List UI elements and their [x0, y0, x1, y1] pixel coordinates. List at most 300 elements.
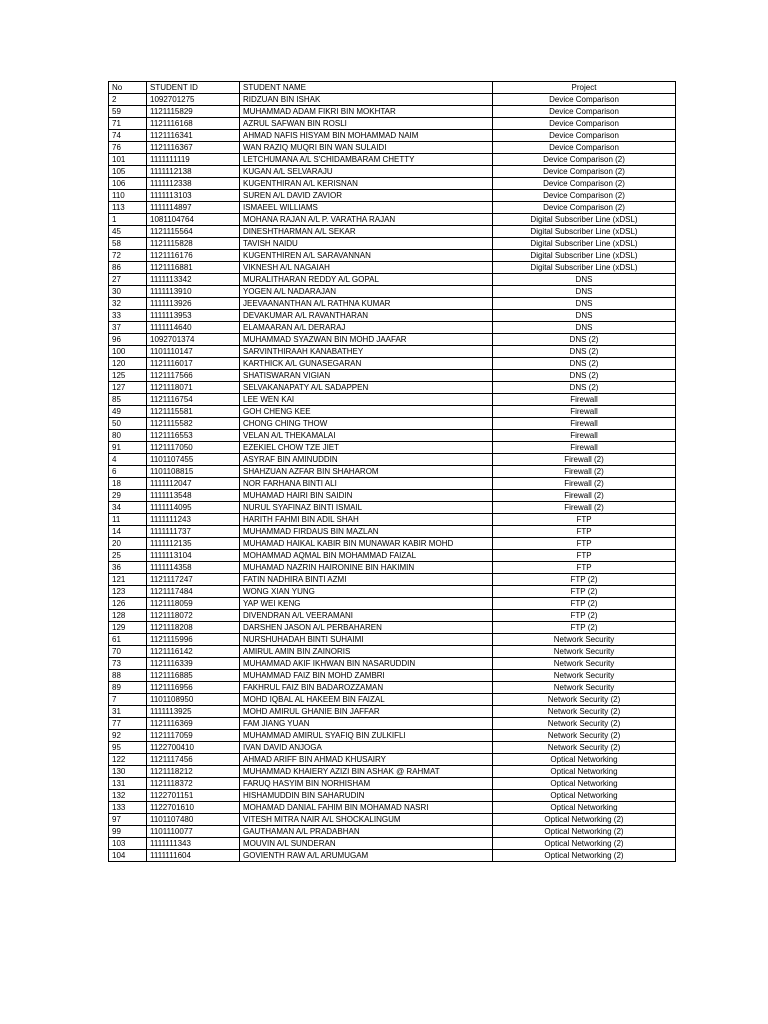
table-row: [109, 394, 676, 406]
cell-student-id: 1121115996: [147, 634, 240, 646]
cell-project: DNS: [493, 322, 676, 334]
cell-student-name: AHMAD ARIFF BIN AHMAD KHUSAIRY: [240, 754, 493, 766]
cell-student-name: DINESHTHARMAN A/L SEKAR: [240, 226, 493, 238]
cell-no: 45: [109, 226, 147, 238]
table-row: [109, 202, 676, 214]
cell-student-name: FAM JIANG YUAN: [240, 718, 493, 730]
cell-project: Device Comparison: [493, 106, 676, 118]
cell-student-name: YOGEN A/L NADARAJAN: [240, 286, 493, 298]
cell-project: FTP: [493, 514, 676, 526]
cell-student-name: AMIRUL AMIN BIN ZAINORIS: [240, 646, 493, 658]
cell-student-id: 1121115828: [147, 238, 240, 250]
cell-student-id: 1121116754: [147, 394, 240, 406]
table-row: [109, 262, 676, 274]
cell-student-name: MOHAMMAD AQMAL BIN MOHAMMAD FAIZAL: [240, 550, 493, 562]
table-row: [109, 502, 676, 514]
cell-no: 122: [109, 754, 147, 766]
cell-no: 77: [109, 718, 147, 730]
cell-project: FTP: [493, 538, 676, 550]
cell-student-id: 1111111119: [147, 154, 240, 166]
header-no: No: [109, 82, 147, 94]
cell-project: Device Comparison (2): [493, 190, 676, 202]
cell-no: 131: [109, 778, 147, 790]
cell-student-id: 1121116553: [147, 430, 240, 442]
cell-student-id: 1121116956: [147, 682, 240, 694]
table-row: [109, 514, 676, 526]
cell-project: Network Security (2): [493, 730, 676, 742]
cell-no: 59: [109, 106, 147, 118]
cell-project: FTP: [493, 526, 676, 538]
cell-student-name: FAKHRUL FAIZ BIN BADAROZZAMAN: [240, 682, 493, 694]
cell-project: Firewall: [493, 442, 676, 454]
cell-no: 80: [109, 430, 147, 442]
cell-project: DNS: [493, 274, 676, 286]
cell-student-id: 1122701610: [147, 802, 240, 814]
cell-student-name: MOHANA RAJAN A/L P. VARATHA RAJAN: [240, 214, 493, 226]
cell-no: 106: [109, 178, 147, 190]
cell-no: 100: [109, 346, 147, 358]
table-row: [109, 550, 676, 562]
cell-no: 2: [109, 94, 147, 106]
cell-student-name: VITESH MITRA NAIR A/L SHOCKALINGUM: [240, 814, 493, 826]
cell-project: FTP (2): [493, 598, 676, 610]
cell-student-name: SHATISWARAN VIGIAN: [240, 370, 493, 382]
cell-project: Optical Networking (2): [493, 850, 676, 862]
table-row: [109, 754, 676, 766]
cell-no: 132: [109, 790, 147, 802]
cell-student-name: WAN RAZIQ MUQRI BIN WAN SULAIDI: [240, 142, 493, 154]
table-row: [109, 274, 676, 286]
cell-project: Digital Subscriber Line (xDSL): [493, 238, 676, 250]
cell-student-id: 1101110077: [147, 826, 240, 838]
cell-no: 34: [109, 502, 147, 514]
table-row: [109, 730, 676, 742]
table-row: [109, 718, 676, 730]
cell-student-name: ASYRAF BIN AMINUDDIN: [240, 454, 493, 466]
table-row: [109, 706, 676, 718]
cell-no: 18: [109, 478, 147, 490]
cell-student-name: MUHAMMAD ADAM FIKRI BIN MOKHTAR: [240, 106, 493, 118]
cell-student-id: 1101108815: [147, 466, 240, 478]
cell-student-id: 1121118208: [147, 622, 240, 634]
cell-project: Firewall (2): [493, 466, 676, 478]
table-row: [109, 142, 676, 154]
table-row: [109, 814, 676, 826]
table-row: [109, 250, 676, 262]
table-row: [109, 322, 676, 334]
table-row: [109, 562, 676, 574]
cell-no: 95: [109, 742, 147, 754]
table-row: [109, 670, 676, 682]
cell-no: 125: [109, 370, 147, 382]
cell-project: Device Comparison (2): [493, 202, 676, 214]
cell-student-id: 1111112338: [147, 178, 240, 190]
cell-student-id: 1111113953: [147, 310, 240, 322]
cell-project: DNS (2): [493, 370, 676, 382]
cell-student-id: 1111112135: [147, 538, 240, 550]
table-row: [109, 490, 676, 502]
cell-no: 130: [109, 766, 147, 778]
table-row: [109, 658, 676, 670]
cell-student-id: 1111113548: [147, 490, 240, 502]
cell-student-id: 1111113103: [147, 190, 240, 202]
cell-no: 36: [109, 562, 147, 574]
cell-no: 120: [109, 358, 147, 370]
cell-no: 33: [109, 310, 147, 322]
cell-student-name: MUHAMAD NAZRIN HAIRONINE BIN HAKIMIN: [240, 562, 493, 574]
cell-student-name: YAP WEI KENG: [240, 598, 493, 610]
cell-no: 113: [109, 202, 147, 214]
cell-no: 7: [109, 694, 147, 706]
cell-student-name: ELAMAARAN A/L DERARAJ: [240, 322, 493, 334]
cell-student-name: LETCHUMANA A/L S'CHIDAMBARAM CHETTY: [240, 154, 493, 166]
cell-project: Optical Networking (2): [493, 826, 676, 838]
cell-student-id: 1121118071: [147, 382, 240, 394]
cell-student-id: 1121115581: [147, 406, 240, 418]
cell-student-name: EZEKIEL CHOW TZE JIET: [240, 442, 493, 454]
cell-no: 61: [109, 634, 147, 646]
table-row: [109, 778, 676, 790]
cell-student-name: GOH CHENG KEE: [240, 406, 493, 418]
table-row: [109, 370, 676, 382]
cell-student-id: 1111113910: [147, 286, 240, 298]
cell-student-name: FATIN NADHIRA BINTI AZMI: [240, 574, 493, 586]
cell-project: Digital Subscriber Line (xDSL): [493, 214, 676, 226]
cell-no: 50: [109, 418, 147, 430]
cell-student-id: 1111111737: [147, 526, 240, 538]
cell-student-id: 1121118372: [147, 778, 240, 790]
cell-project: Optical Networking (2): [493, 814, 676, 826]
cell-student-id: 1121117059: [147, 730, 240, 742]
cell-student-name: LEE WEN KAI: [240, 394, 493, 406]
cell-no: 70: [109, 646, 147, 658]
cell-no: 104: [109, 850, 147, 862]
table-row: [109, 358, 676, 370]
cell-project: Network Security (2): [493, 718, 676, 730]
cell-student-id: 1121117484: [147, 586, 240, 598]
header-student-name: STUDENT NAME: [240, 82, 493, 94]
cell-student-name: HISHAMUDDIN BIN SAHARUDIN: [240, 790, 493, 802]
cell-project: FTP (2): [493, 622, 676, 634]
cell-no: 129: [109, 622, 147, 634]
cell-student-id: 1111114897: [147, 202, 240, 214]
cell-student-name: DARSHEN JASON A/L PERBAHAREN: [240, 622, 493, 634]
cell-no: 96: [109, 334, 147, 346]
cell-project: Firewall (2): [493, 454, 676, 466]
table-body: [109, 94, 676, 862]
cell-student-name: HARITH FAHMI BIN ADIL SHAH: [240, 514, 493, 526]
cell-student-id: 1111112047: [147, 478, 240, 490]
table-row: [109, 586, 676, 598]
cell-no: 86: [109, 262, 147, 274]
cell-project: Network Security (2): [493, 742, 676, 754]
cell-project: Firewall (2): [493, 478, 676, 490]
cell-student-name: SARVINTHIRAAH KANABATHEY: [240, 346, 493, 358]
cell-student-id: 1111113926: [147, 298, 240, 310]
table-row: [109, 610, 676, 622]
cell-project: Firewall: [493, 418, 676, 430]
table-row: [109, 850, 676, 862]
table-row: [109, 298, 676, 310]
cell-student-id: 1121115582: [147, 418, 240, 430]
cell-no: 99: [109, 826, 147, 838]
cell-student-name: AHMAD NAFIS HISYAM BIN MOHAMMAD NAIM: [240, 130, 493, 142]
table-row: [109, 430, 676, 442]
cell-project: FTP (2): [493, 610, 676, 622]
table-row: [109, 286, 676, 298]
cell-no: 89: [109, 682, 147, 694]
cell-project: Network Security: [493, 682, 676, 694]
cell-project: Optical Networking (2): [493, 838, 676, 850]
cell-project: Optical Networking: [493, 766, 676, 778]
cell-project: DNS (2): [493, 358, 676, 370]
cell-student-id: 1121116339: [147, 658, 240, 670]
cell-student-id: 1111111243: [147, 514, 240, 526]
cell-project: DNS: [493, 286, 676, 298]
cell-no: 20: [109, 538, 147, 550]
cell-project: Digital Subscriber Line (xDSL): [493, 226, 676, 238]
cell-no: 73: [109, 658, 147, 670]
cell-student-id: 1101107480: [147, 814, 240, 826]
cell-project: Firewall: [493, 430, 676, 442]
cell-student-id: 1121116142: [147, 646, 240, 658]
cell-no: 133: [109, 802, 147, 814]
cell-student-name: KUGENTHIREN A/L SARAVANNAN: [240, 250, 493, 262]
cell-no: 91: [109, 442, 147, 454]
cell-student-name: TAVISH NAIDU: [240, 238, 493, 250]
table-row: [109, 178, 676, 190]
cell-project: DNS: [493, 298, 676, 310]
cell-student-id: 1111111604: [147, 850, 240, 862]
cell-student-id: 1121118059: [147, 598, 240, 610]
header-project: Project: [493, 82, 676, 94]
cell-no: 49: [109, 406, 147, 418]
cell-project: Optical Networking: [493, 790, 676, 802]
cell-student-name: KUGAN A/L SELVARAJU: [240, 166, 493, 178]
cell-student-id: 1122700410: [147, 742, 240, 754]
cell-no: 88: [109, 670, 147, 682]
cell-student-name: MUHAMMAD FIRDAUS BIN MAZLAN: [240, 526, 493, 538]
cell-student-name: AZRUL SAFWAN BIN ROSLI: [240, 118, 493, 130]
cell-student-name: MUHAMMAD KHAIERY AZIZI BIN ASHAK @ RAHMAT: [240, 766, 493, 778]
cell-student-name: NOR FARHANA BINTI ALI: [240, 478, 493, 490]
cell-student-id: 1121117050: [147, 442, 240, 454]
cell-project: Firewall: [493, 394, 676, 406]
cell-no: 92: [109, 730, 147, 742]
cell-no: 76: [109, 142, 147, 154]
cell-no: 4: [109, 454, 147, 466]
cell-no: 30: [109, 286, 147, 298]
table-row: [109, 574, 676, 586]
table-row: [109, 214, 676, 226]
table-row: [109, 826, 676, 838]
cell-project: FTP (2): [493, 574, 676, 586]
table-row: [109, 622, 676, 634]
table-row: [109, 106, 676, 118]
cell-student-id: 1111114358: [147, 562, 240, 574]
cell-student-name: NURUL SYAFINAZ BINTI ISMAIL: [240, 502, 493, 514]
cell-no: 74: [109, 130, 147, 142]
table-row: [109, 190, 676, 202]
cell-student-name: WONG XIAN YUNG: [240, 586, 493, 598]
cell-student-id: 1111113925: [147, 706, 240, 718]
cell-student-id: 1121116885: [147, 670, 240, 682]
cell-student-id: 1081104764: [147, 214, 240, 226]
cell-student-id: 1121116881: [147, 262, 240, 274]
table-row: [109, 154, 676, 166]
cell-student-name: MUHAMAD HAIKAL KABIR BIN MUNAWAR KABIR MOHD: [240, 538, 493, 550]
cell-student-name: MOUVIN A/L SUNDERAN: [240, 838, 493, 850]
cell-student-name: MUHAMMAD AKIF IKHWAN BIN NASARUDDIN: [240, 658, 493, 670]
cell-student-id: 1111113104: [147, 550, 240, 562]
table-row: [109, 130, 676, 142]
cell-no: 121: [109, 574, 147, 586]
cell-student-id: 1121115829: [147, 106, 240, 118]
cell-student-id: 1121117247: [147, 574, 240, 586]
cell-student-name: VELAN A/L THEKAMALAI: [240, 430, 493, 442]
cell-no: 127: [109, 382, 147, 394]
cell-no: 58: [109, 238, 147, 250]
cell-project: Device Comparison: [493, 142, 676, 154]
cell-project: Network Security: [493, 646, 676, 658]
table-row: [109, 838, 676, 850]
cell-student-name: RIDZUAN BIN ISHAK: [240, 94, 493, 106]
table-row: [109, 682, 676, 694]
cell-project: FTP: [493, 550, 676, 562]
cell-no: 123: [109, 586, 147, 598]
cell-no: 105: [109, 166, 147, 178]
cell-project: Firewall: [493, 406, 676, 418]
cell-student-name: MUHAMMAD FAIZ BIN MOHD ZAMBRI: [240, 670, 493, 682]
cell-student-id: 1121116369: [147, 718, 240, 730]
cell-student-id: 1111111343: [147, 838, 240, 850]
cell-no: 25: [109, 550, 147, 562]
cell-no: 85: [109, 394, 147, 406]
cell-project: Device Comparison (2): [493, 154, 676, 166]
cell-no: 37: [109, 322, 147, 334]
table-row: [109, 238, 676, 250]
table-row: [109, 646, 676, 658]
cell-student-name: JEEVAANANTHAN A/L RATHNA KUMAR: [240, 298, 493, 310]
cell-project: Network Security (2): [493, 706, 676, 718]
cell-project: DNS: [493, 310, 676, 322]
cell-student-id: 1111114095: [147, 502, 240, 514]
cell-project: Device Comparison: [493, 118, 676, 130]
table-row: [109, 478, 676, 490]
cell-student-id: 1121116341: [147, 130, 240, 142]
table-row: [109, 538, 676, 550]
cell-student-name: MUHAMAD HAIRI BIN SAIDIN: [240, 490, 493, 502]
cell-student-id: 1121115564: [147, 226, 240, 238]
cell-project: Network Security (2): [493, 694, 676, 706]
cell-no: 101: [109, 154, 147, 166]
table-row: [109, 418, 676, 430]
cell-project: Network Security: [493, 658, 676, 670]
cell-student-name: KARTHICK A/L GUNASEGARAN: [240, 358, 493, 370]
cell-student-name: SELVAKANAPATY A/L SADAPPEN: [240, 382, 493, 394]
table-row: [109, 166, 676, 178]
table-row: [109, 466, 676, 478]
cell-no: 29: [109, 490, 147, 502]
cell-student-name: KUGENTHIRAN A/L KERISNAN: [240, 178, 493, 190]
cell-project: Device Comparison: [493, 130, 676, 142]
cell-no: 128: [109, 610, 147, 622]
student-project-table: [108, 81, 676, 862]
header-student-id: STUDENT ID: [147, 82, 240, 94]
cell-project: DNS (2): [493, 346, 676, 358]
cell-student-id: 1111114640: [147, 322, 240, 334]
cell-student-id: 1121116168: [147, 118, 240, 130]
table-row: [109, 118, 676, 130]
cell-no: 6: [109, 466, 147, 478]
cell-student-name: FARUQ HASYIM BIN NORHISHAM: [240, 778, 493, 790]
table-row: [109, 382, 676, 394]
table-row: [109, 406, 676, 418]
table-row: [109, 94, 676, 106]
cell-student-name: SHAHZUAN AZFAR BIN SHAHAROM: [240, 466, 493, 478]
cell-student-id: 1121116176: [147, 250, 240, 262]
cell-project: Device Comparison: [493, 94, 676, 106]
table-row: [109, 790, 676, 802]
cell-project: Optical Networking: [493, 778, 676, 790]
table-row: [109, 766, 676, 778]
cell-student-name: DEVAKUMAR A/L RAVANTHARAN: [240, 310, 493, 322]
cell-project: DNS (2): [493, 334, 676, 346]
cell-student-name: MOHD AMIRUL GHANIE BIN JAFFAR: [240, 706, 493, 718]
cell-student-id: 1121118072: [147, 610, 240, 622]
cell-student-name: MOHAMAD DANIAL FAHIM BIN MOHAMAD NASRI: [240, 802, 493, 814]
table-row: [109, 310, 676, 322]
table-row: [109, 526, 676, 538]
cell-no: 1: [109, 214, 147, 226]
cell-project: Digital Subscriber Line (xDSL): [493, 262, 676, 274]
cell-student-name: SUREN A/L DAVID ZAVIOR: [240, 190, 493, 202]
cell-project: Network Security: [493, 634, 676, 646]
table-row: [109, 634, 676, 646]
cell-student-id: 1111113342: [147, 274, 240, 286]
cell-student-id: 1121117456: [147, 754, 240, 766]
cell-student-id: 1121118212: [147, 766, 240, 778]
cell-no: 14: [109, 526, 147, 538]
cell-project: Device Comparison (2): [493, 178, 676, 190]
cell-student-id: 1111112138: [147, 166, 240, 178]
cell-student-id: 1122701151: [147, 790, 240, 802]
cell-student-name: ISMAEEL WILLIAMS: [240, 202, 493, 214]
cell-no: 103: [109, 838, 147, 850]
cell-project: DNS (2): [493, 382, 676, 394]
cell-project: Network Security: [493, 670, 676, 682]
cell-project: Digital Subscriber Line (xDSL): [493, 250, 676, 262]
table-row: [109, 454, 676, 466]
table-row: [109, 742, 676, 754]
cell-student-name: GAUTHAMAN A/L PRADABHAN: [240, 826, 493, 838]
cell-student-name: NURSHUHADAH BINTI SUHAIMI: [240, 634, 493, 646]
cell-student-name: MURALITHARAN REDDY A/L GOPAL: [240, 274, 493, 286]
cell-student-name: VIKNESH A/L NAGAIAH: [240, 262, 493, 274]
cell-student-id: 1101107455: [147, 454, 240, 466]
table-row: [109, 598, 676, 610]
table-row: [109, 802, 676, 814]
cell-no: 126: [109, 598, 147, 610]
table-row: [109, 442, 676, 454]
cell-project: FTP: [493, 562, 676, 574]
cell-no: 110: [109, 190, 147, 202]
cell-student-name: CHONG CHING THOW: [240, 418, 493, 430]
table-row: [109, 226, 676, 238]
cell-no: 31: [109, 706, 147, 718]
cell-project: FTP (2): [493, 586, 676, 598]
cell-no: 71: [109, 118, 147, 130]
